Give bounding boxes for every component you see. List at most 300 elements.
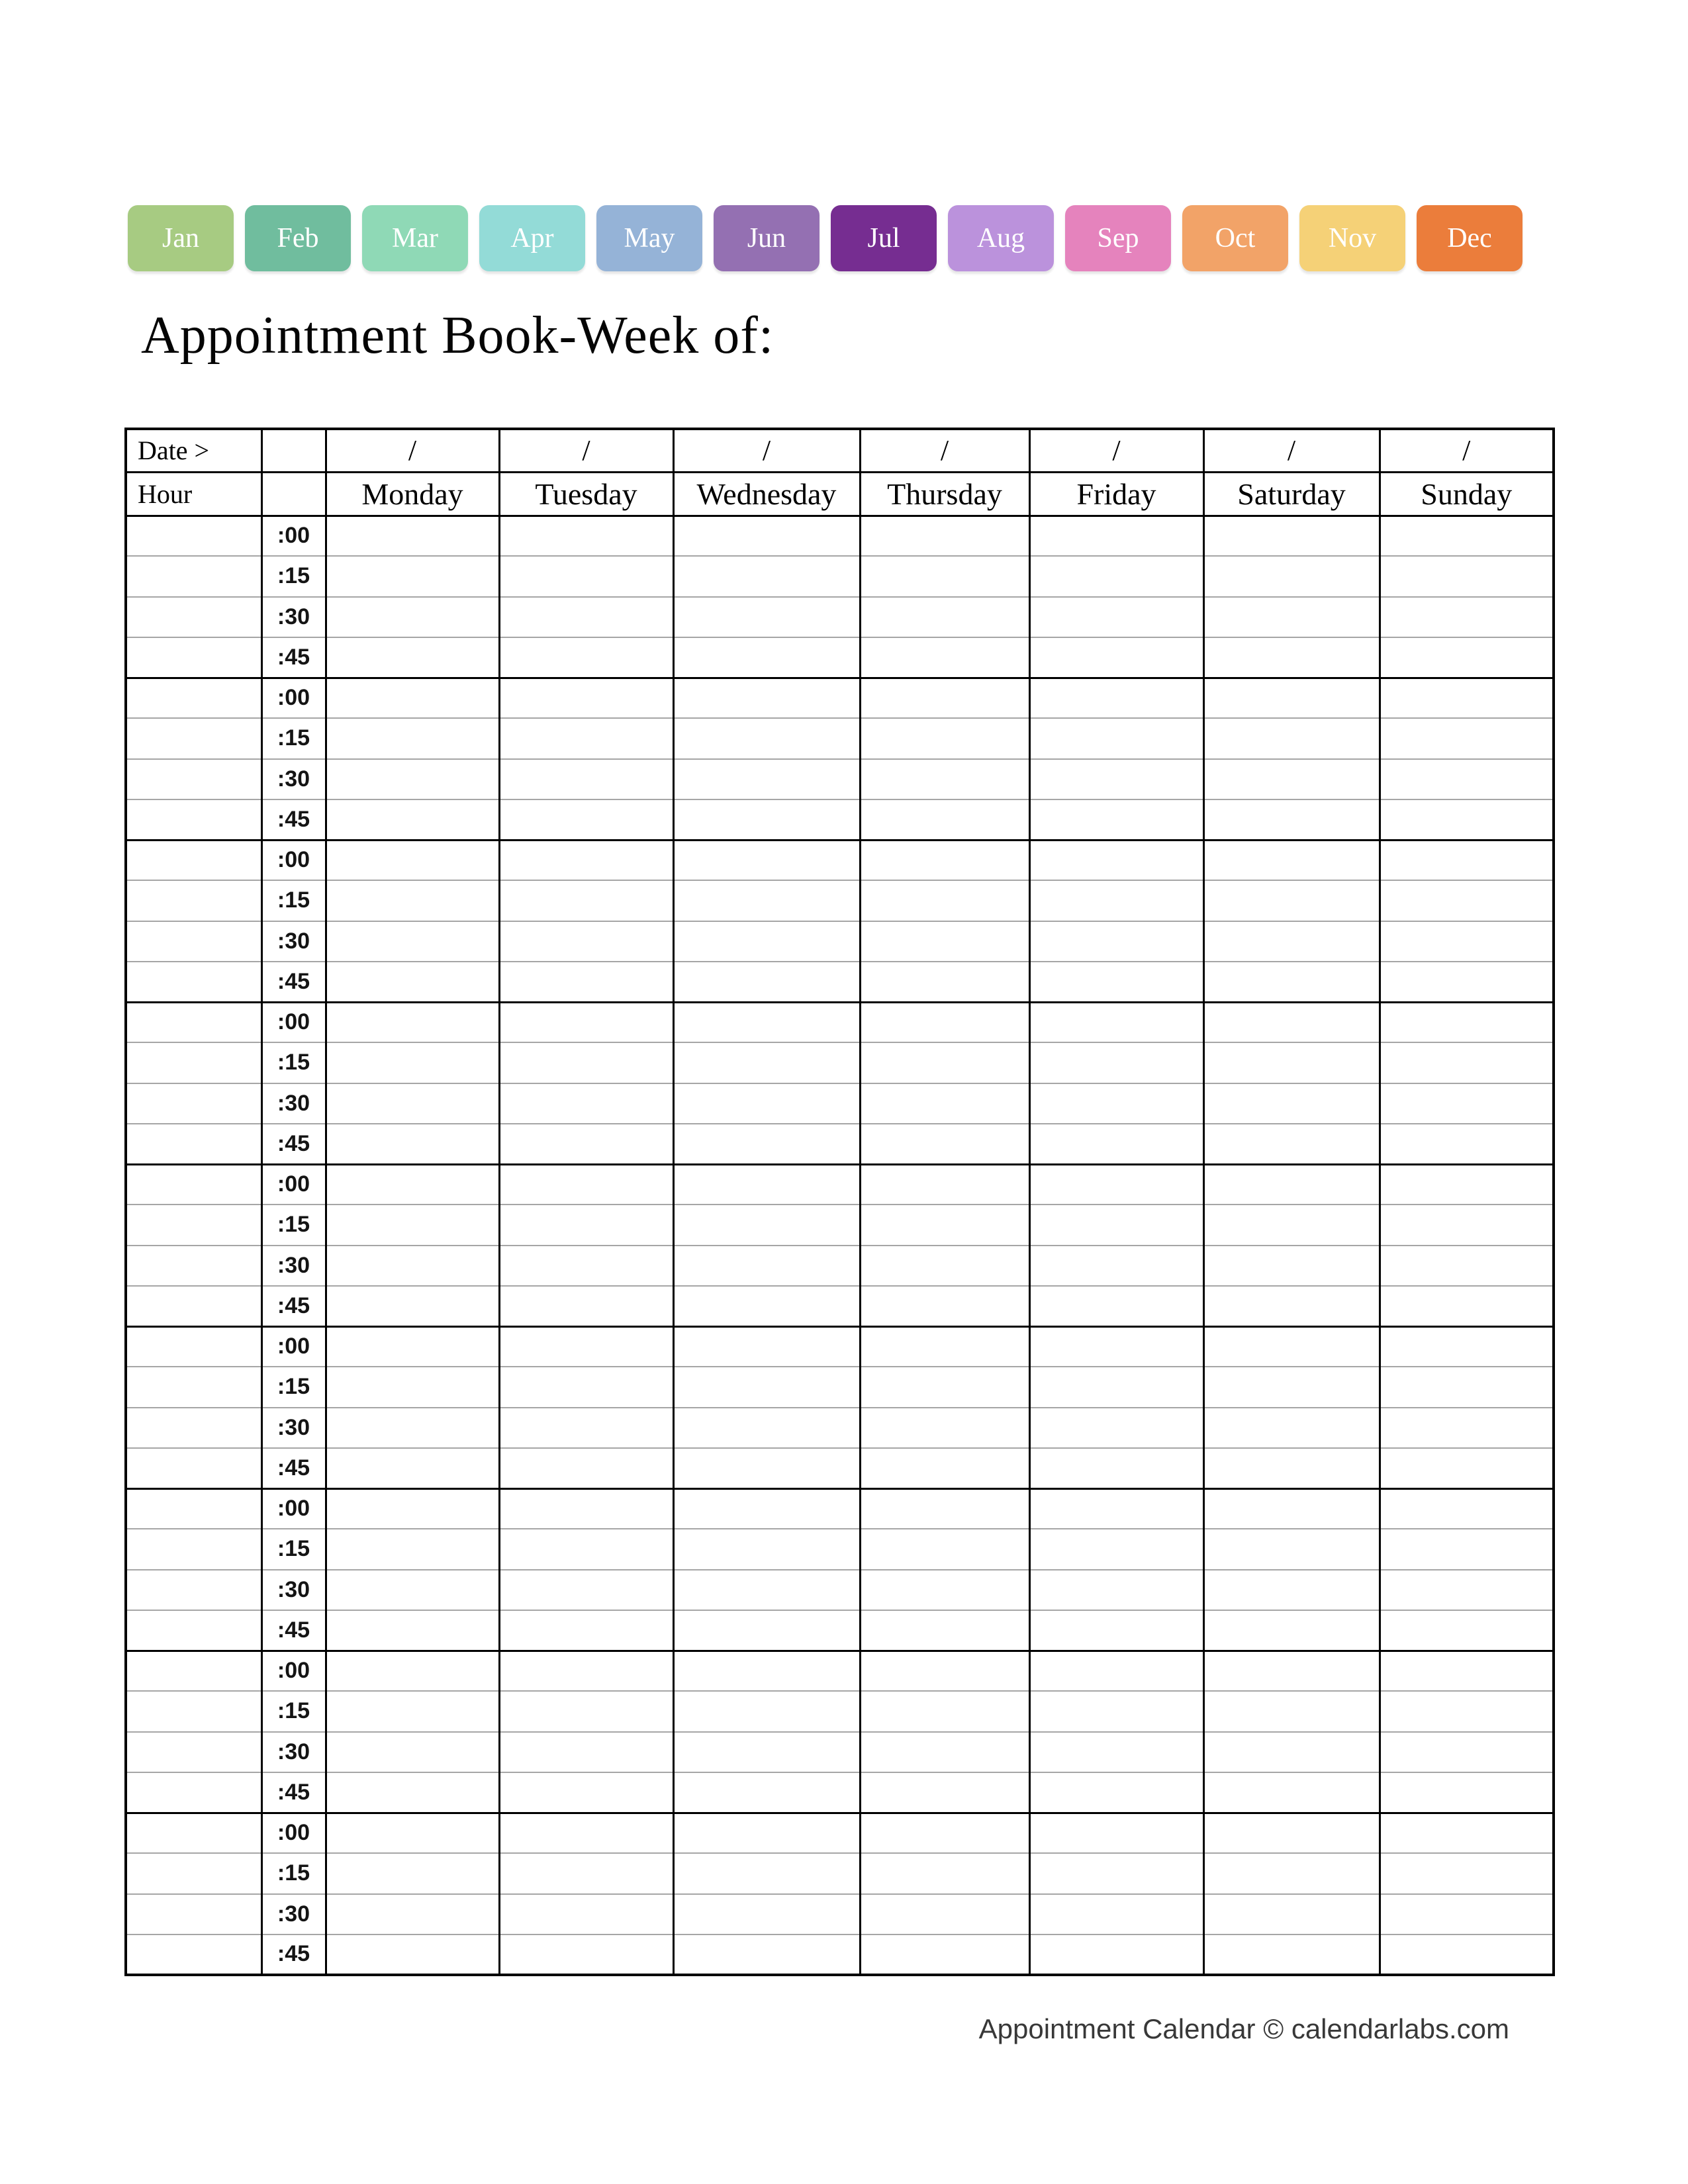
appointment-slot-friday[interactable] bbox=[1029, 1367, 1203, 1407]
appointment-slot-thursday[interactable] bbox=[860, 1813, 1029, 1853]
month-tab-jul[interactable]: Jul bbox=[831, 205, 937, 271]
hour-entry-cell[interactable] bbox=[126, 962, 261, 1002]
appointment-slot-thursday[interactable] bbox=[860, 921, 1029, 962]
appointment-slot-sunday[interactable] bbox=[1380, 678, 1554, 718]
appointment-slot-sunday[interactable] bbox=[1380, 718, 1554, 758]
appointment-slot-monday[interactable] bbox=[326, 1326, 499, 1367]
appointment-slot-monday[interactable] bbox=[326, 1772, 499, 1813]
appointment-slot-wednesday[interactable] bbox=[673, 880, 860, 921]
appointment-slot-saturday[interactable] bbox=[1203, 1326, 1380, 1367]
hour-entry-cell[interactable] bbox=[126, 556, 261, 596]
appointment-slot-friday[interactable] bbox=[1029, 1205, 1203, 1245]
appointment-slot-wednesday[interactable] bbox=[673, 718, 860, 758]
appointment-slot-wednesday[interactable] bbox=[673, 962, 860, 1002]
appointment-slot-saturday[interactable] bbox=[1203, 962, 1380, 1002]
appointment-slot-monday[interactable] bbox=[326, 1367, 499, 1407]
appointment-slot-friday[interactable] bbox=[1029, 1326, 1203, 1367]
appointment-slot-wednesday[interactable] bbox=[673, 1488, 860, 1529]
hour-entry-cell[interactable] bbox=[126, 1002, 261, 1042]
appointment-slot-tuesday[interactable] bbox=[499, 1894, 673, 1934]
appointment-slot-wednesday[interactable] bbox=[673, 1934, 860, 1975]
appointment-slot-sunday[interactable] bbox=[1380, 1813, 1554, 1853]
appointment-slot-friday[interactable] bbox=[1029, 1124, 1203, 1164]
appointment-slot-friday[interactable] bbox=[1029, 921, 1203, 962]
appointment-slot-friday[interactable] bbox=[1029, 962, 1203, 1002]
month-tab-feb[interactable]: Feb bbox=[245, 205, 351, 271]
appointment-slot-thursday[interactable] bbox=[860, 799, 1029, 840]
appointment-slot-saturday[interactable] bbox=[1203, 1651, 1380, 1691]
appointment-slot-wednesday[interactable] bbox=[673, 1246, 860, 1286]
appointment-slot-thursday[interactable] bbox=[860, 556, 1029, 596]
appointment-slot-saturday[interactable] bbox=[1203, 1570, 1380, 1610]
appointment-slot-sunday[interactable] bbox=[1380, 880, 1554, 921]
appointment-slot-monday[interactable] bbox=[326, 1408, 499, 1448]
appointment-slot-thursday[interactable] bbox=[860, 840, 1029, 880]
appointment-slot-monday[interactable] bbox=[326, 1042, 499, 1083]
appointment-slot-sunday[interactable] bbox=[1380, 597, 1554, 637]
appointment-slot-tuesday[interactable] bbox=[499, 1853, 673, 1893]
appointment-slot-thursday[interactable] bbox=[860, 1772, 1029, 1813]
appointment-slot-monday[interactable] bbox=[326, 1853, 499, 1893]
appointment-slot-wednesday[interactable] bbox=[673, 1408, 860, 1448]
appointment-slot-monday[interactable] bbox=[326, 1083, 499, 1124]
hour-entry-cell[interactable] bbox=[126, 1772, 261, 1813]
appointment-slot-saturday[interactable] bbox=[1203, 1002, 1380, 1042]
month-tab-mar[interactable]: Mar bbox=[362, 205, 468, 271]
appointment-slot-friday[interactable] bbox=[1029, 1610, 1203, 1651]
appointment-slot-saturday[interactable] bbox=[1203, 1853, 1380, 1893]
appointment-slot-friday[interactable] bbox=[1029, 516, 1203, 556]
appointment-slot-monday[interactable] bbox=[326, 880, 499, 921]
appointment-slot-saturday[interactable] bbox=[1203, 1894, 1380, 1934]
appointment-slot-monday[interactable] bbox=[326, 1124, 499, 1164]
appointment-slot-wednesday[interactable] bbox=[673, 1042, 860, 1083]
appointment-slot-sunday[interactable] bbox=[1380, 556, 1554, 596]
appointment-slot-monday[interactable] bbox=[326, 597, 499, 637]
appointment-slot-tuesday[interactable] bbox=[499, 840, 673, 880]
appointment-slot-thursday[interactable] bbox=[860, 1205, 1029, 1245]
appointment-slot-friday[interactable] bbox=[1029, 1448, 1203, 1488]
appointment-slot-thursday[interactable] bbox=[860, 1326, 1029, 1367]
appointment-slot-saturday[interactable] bbox=[1203, 718, 1380, 758]
hour-entry-cell[interactable] bbox=[126, 718, 261, 758]
appointment-slot-wednesday[interactable] bbox=[673, 1529, 860, 1569]
appointment-slot-tuesday[interactable] bbox=[499, 1772, 673, 1813]
appointment-slot-wednesday[interactable] bbox=[673, 1448, 860, 1488]
appointment-slot-tuesday[interactable] bbox=[499, 1529, 673, 1569]
appointment-slot-wednesday[interactable] bbox=[673, 1002, 860, 1042]
appointment-slot-thursday[interactable] bbox=[860, 1164, 1029, 1205]
hour-entry-cell[interactable] bbox=[126, 1286, 261, 1326]
appointment-slot-wednesday[interactable] bbox=[673, 516, 860, 556]
appointment-slot-thursday[interactable] bbox=[860, 1286, 1029, 1326]
hour-entry-cell[interactable] bbox=[126, 1083, 261, 1124]
appointment-slot-monday[interactable] bbox=[326, 718, 499, 758]
appointment-slot-tuesday[interactable] bbox=[499, 718, 673, 758]
hour-entry-cell[interactable] bbox=[126, 1570, 261, 1610]
appointment-slot-saturday[interactable] bbox=[1203, 880, 1380, 921]
appointment-slot-monday[interactable] bbox=[326, 840, 499, 880]
appointment-slot-friday[interactable] bbox=[1029, 1813, 1203, 1853]
appointment-slot-friday[interactable] bbox=[1029, 840, 1203, 880]
appointment-slot-friday[interactable] bbox=[1029, 1894, 1203, 1934]
appointment-slot-saturday[interactable] bbox=[1203, 840, 1380, 880]
date-entry-wednesday[interactable]: / bbox=[673, 429, 860, 472]
appointment-slot-friday[interactable] bbox=[1029, 759, 1203, 799]
hour-entry-cell[interactable] bbox=[126, 597, 261, 637]
hour-entry-cell[interactable] bbox=[126, 1408, 261, 1448]
appointment-slot-wednesday[interactable] bbox=[673, 1570, 860, 1610]
month-tab-oct[interactable]: Oct bbox=[1182, 205, 1288, 271]
month-tab-apr[interactable]: Apr bbox=[479, 205, 585, 271]
appointment-slot-friday[interactable] bbox=[1029, 1164, 1203, 1205]
appointment-slot-sunday[interactable] bbox=[1380, 962, 1554, 1002]
appointment-slot-friday[interactable] bbox=[1029, 1083, 1203, 1124]
appointment-slot-friday[interactable] bbox=[1029, 1408, 1203, 1448]
appointment-slot-thursday[interactable] bbox=[860, 759, 1029, 799]
appointment-slot-sunday[interactable] bbox=[1380, 1164, 1554, 1205]
month-tab-nov[interactable]: Nov bbox=[1299, 205, 1405, 271]
appointment-slot-friday[interactable] bbox=[1029, 678, 1203, 718]
hour-entry-cell[interactable] bbox=[126, 1894, 261, 1934]
appointment-slot-sunday[interactable] bbox=[1380, 1570, 1554, 1610]
hour-entry-cell[interactable] bbox=[126, 637, 261, 678]
appointment-slot-tuesday[interactable] bbox=[499, 1083, 673, 1124]
appointment-slot-wednesday[interactable] bbox=[673, 799, 860, 840]
appointment-slot-saturday[interactable] bbox=[1203, 1488, 1380, 1529]
appointment-slot-tuesday[interactable] bbox=[499, 597, 673, 637]
appointment-slot-sunday[interactable] bbox=[1380, 1448, 1554, 1488]
appointment-slot-thursday[interactable] bbox=[860, 1408, 1029, 1448]
appointment-slot-tuesday[interactable] bbox=[499, 1124, 673, 1164]
appointment-slot-monday[interactable] bbox=[326, 799, 499, 840]
appointment-slot-monday[interactable] bbox=[326, 1286, 499, 1326]
appointment-slot-tuesday[interactable] bbox=[499, 1326, 673, 1367]
appointment-slot-monday[interactable] bbox=[326, 1205, 499, 1245]
month-tab-may[interactable]: May bbox=[596, 205, 702, 271]
appointment-slot-thursday[interactable] bbox=[860, 1570, 1029, 1610]
hour-entry-cell[interactable] bbox=[126, 678, 261, 718]
appointment-slot-thursday[interactable] bbox=[860, 1488, 1029, 1529]
appointment-slot-tuesday[interactable] bbox=[499, 556, 673, 596]
appointment-slot-wednesday[interactable] bbox=[673, 1691, 860, 1731]
appointment-slot-thursday[interactable] bbox=[860, 1083, 1029, 1124]
appointment-slot-wednesday[interactable] bbox=[673, 921, 860, 962]
appointment-slot-friday[interactable] bbox=[1029, 1286, 1203, 1326]
date-entry-saturday[interactable]: / bbox=[1203, 429, 1380, 472]
appointment-slot-thursday[interactable] bbox=[860, 1610, 1029, 1651]
appointment-slot-wednesday[interactable] bbox=[673, 1610, 860, 1651]
appointment-slot-sunday[interactable] bbox=[1380, 1651, 1554, 1691]
appointment-slot-sunday[interactable] bbox=[1380, 759, 1554, 799]
appointment-slot-thursday[interactable] bbox=[860, 1853, 1029, 1893]
appointment-slot-friday[interactable] bbox=[1029, 1853, 1203, 1893]
appointment-slot-monday[interactable] bbox=[326, 1691, 499, 1731]
appointment-slot-tuesday[interactable] bbox=[499, 880, 673, 921]
appointment-slot-thursday[interactable] bbox=[860, 1246, 1029, 1286]
appointment-slot-wednesday[interactable] bbox=[673, 1124, 860, 1164]
appointment-slot-thursday[interactable] bbox=[860, 1367, 1029, 1407]
appointment-slot-sunday[interactable] bbox=[1380, 1529, 1554, 1569]
appointment-slot-friday[interactable] bbox=[1029, 1246, 1203, 1286]
appointment-slot-monday[interactable] bbox=[326, 921, 499, 962]
appointment-slot-tuesday[interactable] bbox=[499, 1205, 673, 1245]
appointment-slot-tuesday[interactable] bbox=[499, 1164, 673, 1205]
month-tab-jun[interactable]: Jun bbox=[714, 205, 820, 271]
appointment-slot-tuesday[interactable] bbox=[499, 1042, 673, 1083]
appointment-slot-saturday[interactable] bbox=[1203, 1408, 1380, 1448]
appointment-slot-tuesday[interactable] bbox=[499, 1610, 673, 1651]
hour-entry-cell[interactable] bbox=[126, 1691, 261, 1731]
appointment-slot-tuesday[interactable] bbox=[499, 516, 673, 556]
appointment-slot-tuesday[interactable] bbox=[499, 1002, 673, 1042]
appointment-slot-thursday[interactable] bbox=[860, 597, 1029, 637]
appointment-slot-friday[interactable] bbox=[1029, 1042, 1203, 1083]
appointment-slot-wednesday[interactable] bbox=[673, 1894, 860, 1934]
month-tab-jan[interactable]: Jan bbox=[128, 205, 234, 271]
appointment-slot-wednesday[interactable] bbox=[673, 556, 860, 596]
appointment-slot-tuesday[interactable] bbox=[499, 1286, 673, 1326]
appointment-slot-tuesday[interactable] bbox=[499, 1651, 673, 1691]
hour-entry-cell[interactable] bbox=[126, 1124, 261, 1164]
appointment-slot-monday[interactable] bbox=[326, 516, 499, 556]
month-tab-dec[interactable]: Dec bbox=[1417, 205, 1523, 271]
appointment-slot-monday[interactable] bbox=[326, 1246, 499, 1286]
appointment-slot-saturday[interactable] bbox=[1203, 1164, 1380, 1205]
appointment-slot-saturday[interactable] bbox=[1203, 1083, 1380, 1124]
hour-entry-cell[interactable] bbox=[126, 516, 261, 556]
hour-entry-cell[interactable] bbox=[126, 1246, 261, 1286]
appointment-slot-friday[interactable] bbox=[1029, 718, 1203, 758]
appointment-slot-friday[interactable] bbox=[1029, 597, 1203, 637]
hour-entry-cell[interactable] bbox=[126, 1042, 261, 1083]
appointment-slot-saturday[interactable] bbox=[1203, 1042, 1380, 1083]
appointment-slot-wednesday[interactable] bbox=[673, 1326, 860, 1367]
appointment-slot-saturday[interactable] bbox=[1203, 1124, 1380, 1164]
appointment-slot-thursday[interactable] bbox=[860, 1529, 1029, 1569]
hour-entry-cell[interactable] bbox=[126, 840, 261, 880]
appointment-slot-sunday[interactable] bbox=[1380, 1610, 1554, 1651]
appointment-slot-tuesday[interactable] bbox=[499, 1691, 673, 1731]
appointment-slot-saturday[interactable] bbox=[1203, 637, 1380, 678]
appointment-slot-thursday[interactable] bbox=[860, 1732, 1029, 1772]
appointment-slot-tuesday[interactable] bbox=[499, 1732, 673, 1772]
appointment-slot-wednesday[interactable] bbox=[673, 840, 860, 880]
appointment-slot-friday[interactable] bbox=[1029, 1570, 1203, 1610]
appointment-slot-thursday[interactable] bbox=[860, 1124, 1029, 1164]
appointment-slot-monday[interactable] bbox=[326, 759, 499, 799]
appointment-slot-friday[interactable] bbox=[1029, 1002, 1203, 1042]
appointment-slot-sunday[interactable] bbox=[1380, 1691, 1554, 1731]
appointment-slot-tuesday[interactable] bbox=[499, 1408, 673, 1448]
appointment-slot-thursday[interactable] bbox=[860, 1691, 1029, 1731]
date-entry-monday[interactable]: / bbox=[326, 429, 499, 472]
appointment-slot-saturday[interactable] bbox=[1203, 1286, 1380, 1326]
hour-entry-cell[interactable] bbox=[126, 1853, 261, 1893]
hour-entry-cell[interactable] bbox=[126, 1934, 261, 1975]
appointment-slot-sunday[interactable] bbox=[1380, 1286, 1554, 1326]
appointment-slot-saturday[interactable] bbox=[1203, 799, 1380, 840]
appointment-slot-friday[interactable] bbox=[1029, 880, 1203, 921]
appointment-slot-friday[interactable] bbox=[1029, 1691, 1203, 1731]
appointment-slot-wednesday[interactable] bbox=[673, 1367, 860, 1407]
appointment-slot-tuesday[interactable] bbox=[499, 962, 673, 1002]
hour-entry-cell[interactable] bbox=[126, 1367, 261, 1407]
hour-entry-cell[interactable] bbox=[126, 1488, 261, 1529]
appointment-slot-friday[interactable] bbox=[1029, 1651, 1203, 1691]
appointment-slot-saturday[interactable] bbox=[1203, 1529, 1380, 1569]
appointment-slot-thursday[interactable] bbox=[860, 1002, 1029, 1042]
month-tab-aug[interactable]: Aug bbox=[948, 205, 1054, 271]
appointment-slot-monday[interactable] bbox=[326, 1651, 499, 1691]
appointment-slot-tuesday[interactable] bbox=[499, 799, 673, 840]
month-tab-sep[interactable]: Sep bbox=[1065, 205, 1171, 271]
appointment-slot-monday[interactable] bbox=[326, 1002, 499, 1042]
appointment-slot-sunday[interactable] bbox=[1380, 1326, 1554, 1367]
hour-entry-cell[interactable] bbox=[126, 1813, 261, 1853]
appointment-slot-saturday[interactable] bbox=[1203, 597, 1380, 637]
appointment-slot-monday[interactable] bbox=[326, 1732, 499, 1772]
hour-entry-cell[interactable] bbox=[126, 921, 261, 962]
appointment-slot-friday[interactable] bbox=[1029, 799, 1203, 840]
appointment-slot-sunday[interactable] bbox=[1380, 637, 1554, 678]
appointment-slot-sunday[interactable] bbox=[1380, 1002, 1554, 1042]
appointment-slot-sunday[interactable] bbox=[1380, 1367, 1554, 1407]
appointment-slot-sunday[interactable] bbox=[1380, 921, 1554, 962]
appointment-slot-sunday[interactable] bbox=[1380, 1083, 1554, 1124]
appointment-slot-wednesday[interactable] bbox=[673, 1083, 860, 1124]
appointment-slot-tuesday[interactable] bbox=[499, 1488, 673, 1529]
appointment-slot-monday[interactable] bbox=[326, 1448, 499, 1488]
appointment-slot-thursday[interactable] bbox=[860, 962, 1029, 1002]
hour-entry-cell[interactable] bbox=[126, 1326, 261, 1367]
appointment-slot-saturday[interactable] bbox=[1203, 1367, 1380, 1407]
appointment-slot-thursday[interactable] bbox=[860, 880, 1029, 921]
appointment-slot-wednesday[interactable] bbox=[673, 1813, 860, 1853]
date-entry-friday[interactable]: / bbox=[1029, 429, 1203, 472]
appointment-slot-saturday[interactable] bbox=[1203, 678, 1380, 718]
appointment-slot-saturday[interactable] bbox=[1203, 759, 1380, 799]
appointment-slot-friday[interactable] bbox=[1029, 1732, 1203, 1772]
appointment-slot-sunday[interactable] bbox=[1380, 1042, 1554, 1083]
appointment-slot-sunday[interactable] bbox=[1380, 799, 1554, 840]
hour-entry-cell[interactable] bbox=[126, 1529, 261, 1569]
appointment-slot-thursday[interactable] bbox=[860, 1934, 1029, 1975]
appointment-slot-monday[interactable] bbox=[326, 1813, 499, 1853]
appointment-slot-tuesday[interactable] bbox=[499, 1813, 673, 1853]
hour-entry-cell[interactable] bbox=[126, 1732, 261, 1772]
appointment-slot-saturday[interactable] bbox=[1203, 1691, 1380, 1731]
appointment-slot-sunday[interactable] bbox=[1380, 1246, 1554, 1286]
appointment-slot-sunday[interactable] bbox=[1380, 1772, 1554, 1813]
appointment-slot-thursday[interactable] bbox=[860, 1894, 1029, 1934]
appointment-slot-tuesday[interactable] bbox=[499, 1448, 673, 1488]
appointment-slot-tuesday[interactable] bbox=[499, 1934, 673, 1975]
appointment-slot-thursday[interactable] bbox=[860, 1448, 1029, 1488]
hour-entry-cell[interactable] bbox=[126, 1610, 261, 1651]
appointment-slot-monday[interactable] bbox=[326, 1529, 499, 1569]
appointment-slot-saturday[interactable] bbox=[1203, 1732, 1380, 1772]
appointment-slot-saturday[interactable] bbox=[1203, 556, 1380, 596]
appointment-slot-monday[interactable] bbox=[326, 556, 499, 596]
appointment-slot-saturday[interactable] bbox=[1203, 1772, 1380, 1813]
appointment-slot-monday[interactable] bbox=[326, 637, 499, 678]
appointment-slot-wednesday[interactable] bbox=[673, 1853, 860, 1893]
hour-entry-cell[interactable] bbox=[126, 1448, 261, 1488]
appointment-slot-thursday[interactable] bbox=[860, 637, 1029, 678]
date-entry-thursday[interactable]: / bbox=[860, 429, 1029, 472]
appointment-slot-wednesday[interactable] bbox=[673, 1772, 860, 1813]
date-entry-sunday[interactable]: / bbox=[1380, 429, 1554, 472]
appointment-slot-tuesday[interactable] bbox=[499, 1246, 673, 1286]
appointment-slot-tuesday[interactable] bbox=[499, 678, 673, 718]
appointment-slot-wednesday[interactable] bbox=[673, 759, 860, 799]
appointment-slot-wednesday[interactable] bbox=[673, 1164, 860, 1205]
appointment-slot-thursday[interactable] bbox=[860, 516, 1029, 556]
appointment-slot-sunday[interactable] bbox=[1380, 840, 1554, 880]
date-entry-tuesday[interactable]: / bbox=[499, 429, 673, 472]
appointment-slot-friday[interactable] bbox=[1029, 1529, 1203, 1569]
appointment-slot-wednesday[interactable] bbox=[673, 1286, 860, 1326]
hour-entry-cell[interactable] bbox=[126, 1205, 261, 1245]
appointment-slot-thursday[interactable] bbox=[860, 1042, 1029, 1083]
appointment-slot-sunday[interactable] bbox=[1380, 1732, 1554, 1772]
appointment-slot-monday[interactable] bbox=[326, 962, 499, 1002]
appointment-slot-saturday[interactable] bbox=[1203, 921, 1380, 962]
hour-entry-cell[interactable] bbox=[126, 1651, 261, 1691]
appointment-slot-sunday[interactable] bbox=[1380, 1205, 1554, 1245]
appointment-slot-tuesday[interactable] bbox=[499, 759, 673, 799]
appointment-slot-wednesday[interactable] bbox=[673, 1205, 860, 1245]
appointment-slot-friday[interactable] bbox=[1029, 1772, 1203, 1813]
appointment-slot-saturday[interactable] bbox=[1203, 1246, 1380, 1286]
appointment-slot-thursday[interactable] bbox=[860, 678, 1029, 718]
appointment-slot-tuesday[interactable] bbox=[499, 637, 673, 678]
appointment-slot-saturday[interactable] bbox=[1203, 1448, 1380, 1488]
appointment-slot-tuesday[interactable] bbox=[499, 1367, 673, 1407]
appointment-slot-tuesday[interactable] bbox=[499, 1570, 673, 1610]
appointment-slot-sunday[interactable] bbox=[1380, 1124, 1554, 1164]
hour-entry-cell[interactable] bbox=[126, 799, 261, 840]
appointment-slot-monday[interactable] bbox=[326, 1610, 499, 1651]
appointment-slot-friday[interactable] bbox=[1029, 637, 1203, 678]
appointment-slot-friday[interactable] bbox=[1029, 1488, 1203, 1529]
appointment-slot-thursday[interactable] bbox=[860, 1651, 1029, 1691]
appointment-slot-friday[interactable] bbox=[1029, 556, 1203, 596]
appointment-slot-monday[interactable] bbox=[326, 1934, 499, 1975]
hour-entry-cell[interactable] bbox=[126, 1164, 261, 1205]
appointment-slot-monday[interactable] bbox=[326, 1570, 499, 1610]
appointment-slot-wednesday[interactable] bbox=[673, 678, 860, 718]
appointment-slot-sunday[interactable] bbox=[1380, 516, 1554, 556]
appointment-slot-saturday[interactable] bbox=[1203, 1610, 1380, 1651]
appointment-slot-wednesday[interactable] bbox=[673, 1651, 860, 1691]
appointment-slot-thursday[interactable] bbox=[860, 718, 1029, 758]
appointment-slot-monday[interactable] bbox=[326, 1488, 499, 1529]
hour-entry-cell[interactable] bbox=[126, 759, 261, 799]
appointment-slot-sunday[interactable] bbox=[1380, 1894, 1554, 1934]
appointment-slot-saturday[interactable] bbox=[1203, 516, 1380, 556]
appointment-slot-wednesday[interactable] bbox=[673, 1732, 860, 1772]
appointment-slot-monday[interactable] bbox=[326, 1164, 499, 1205]
hour-entry-cell[interactable] bbox=[126, 880, 261, 921]
appointment-slot-monday[interactable] bbox=[326, 678, 499, 718]
appointment-slot-wednesday[interactable] bbox=[673, 637, 860, 678]
appointment-slot-friday[interactable] bbox=[1029, 1934, 1203, 1975]
appointment-slot-saturday[interactable] bbox=[1203, 1205, 1380, 1245]
appointment-slot-sunday[interactable] bbox=[1380, 1488, 1554, 1529]
appointment-slot-tuesday[interactable] bbox=[499, 921, 673, 962]
